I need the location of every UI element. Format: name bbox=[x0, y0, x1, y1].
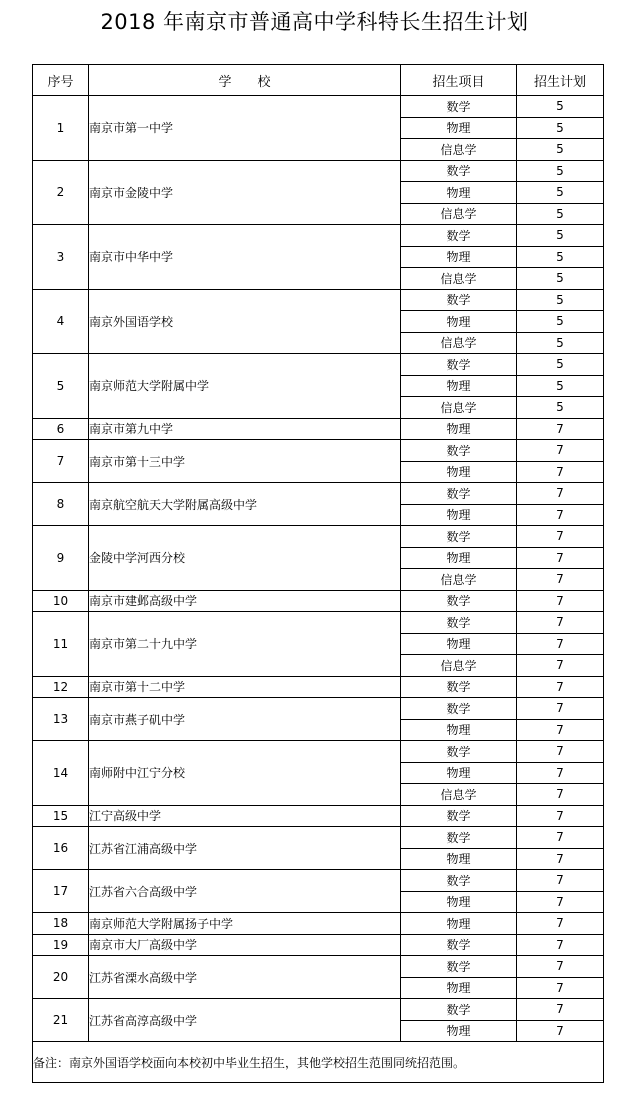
school-name-cell: 江宁高级中学 bbox=[89, 805, 401, 827]
table-row bbox=[33, 870, 604, 892]
seq-cell: 14 bbox=[33, 741, 89, 806]
subject-cell: 物理 bbox=[401, 977, 517, 999]
seq-cell: 10 bbox=[33, 590, 89, 612]
subject-cell: 物理 bbox=[401, 461, 517, 483]
header-plan: 招生计划 bbox=[517, 65, 604, 96]
table-row bbox=[33, 741, 604, 763]
enrollment-table bbox=[32, 64, 604, 1083]
subject-cell: 物理 bbox=[401, 719, 517, 741]
school-name-cell: 南京师范大学附属中学 bbox=[89, 354, 401, 419]
seq-cell: 13 bbox=[33, 698, 89, 741]
plan-count-cell: 5 bbox=[517, 117, 604, 139]
subject-cell: 物理 bbox=[401, 504, 517, 526]
plan-count-cell: 7 bbox=[517, 698, 604, 720]
table-row bbox=[33, 934, 604, 956]
subject-cell: 物理 bbox=[401, 418, 517, 440]
subject-cell: 物理 bbox=[401, 182, 517, 204]
table-row bbox=[33, 999, 604, 1021]
plan-count-cell: 7 bbox=[517, 891, 604, 913]
table-row bbox=[33, 289, 604, 311]
school-name-cell: 南京市第二十九中学 bbox=[89, 612, 401, 677]
seq-cell: 5 bbox=[33, 354, 89, 419]
subject-cell: 信息学 bbox=[401, 268, 517, 290]
subject-cell: 数学 bbox=[401, 934, 517, 956]
plan-count-cell: 5 bbox=[517, 375, 604, 397]
seq-cell: 12 bbox=[33, 676, 89, 698]
subject-cell: 数学 bbox=[401, 612, 517, 634]
subject-cell: 物理 bbox=[401, 913, 517, 935]
plan-count-cell: 7 bbox=[517, 870, 604, 892]
subject-cell: 数学 bbox=[401, 354, 517, 376]
plan-count-cell: 7 bbox=[517, 569, 604, 591]
table-row bbox=[33, 805, 604, 827]
seq-cell: 9 bbox=[33, 526, 89, 591]
subject-cell: 数学 bbox=[401, 999, 517, 1021]
plan-count-cell: 7 bbox=[517, 633, 604, 655]
plan-count-cell: 7 bbox=[517, 827, 604, 849]
subject-cell: 数学 bbox=[401, 805, 517, 827]
subject-cell: 物理 bbox=[401, 311, 517, 333]
seq-cell: 19 bbox=[33, 934, 89, 956]
seq-cell: 20 bbox=[33, 956, 89, 999]
subject-cell: 物理 bbox=[401, 117, 517, 139]
subject-cell: 数学 bbox=[401, 590, 517, 612]
plan-count-cell: 7 bbox=[517, 784, 604, 806]
subject-cell: 物理 bbox=[401, 762, 517, 784]
plan-count-cell: 5 bbox=[517, 182, 604, 204]
table-row bbox=[33, 418, 604, 440]
subject-cell: 物理 bbox=[401, 375, 517, 397]
subject-cell: 数学 bbox=[401, 698, 517, 720]
subject-cell: 物理 bbox=[401, 547, 517, 569]
school-name-cell: 江苏省溧水高级中学 bbox=[89, 956, 401, 999]
table-body bbox=[33, 96, 604, 1042]
plan-count-cell: 5 bbox=[517, 225, 604, 247]
school-name-cell: 江苏省江浦高级中学 bbox=[89, 827, 401, 870]
table-row bbox=[33, 676, 604, 698]
plan-count-cell: 7 bbox=[517, 504, 604, 526]
plan-count-cell: 5 bbox=[517, 311, 604, 333]
table-row bbox=[33, 956, 604, 978]
subject-cell: 数学 bbox=[401, 741, 517, 763]
subject-cell: 数学 bbox=[401, 676, 517, 698]
plan-count-cell: 7 bbox=[517, 977, 604, 999]
plan-count-cell: 7 bbox=[517, 762, 604, 784]
seq-cell: 2 bbox=[33, 160, 89, 225]
seq-cell: 18 bbox=[33, 913, 89, 935]
school-name-cell: 江苏省高淳高级中学 bbox=[89, 999, 401, 1042]
plan-count-cell: 7 bbox=[517, 805, 604, 827]
school-name-cell: 南师附中江宁分校 bbox=[89, 741, 401, 806]
subject-cell: 物理 bbox=[401, 848, 517, 870]
plan-count-cell: 7 bbox=[517, 741, 604, 763]
seq-cell: 4 bbox=[33, 289, 89, 354]
plan-count-cell: 7 bbox=[517, 934, 604, 956]
plan-count-cell: 7 bbox=[517, 1020, 604, 1042]
table-row bbox=[33, 612, 604, 634]
school-name-cell: 南京航空航天大学附属高级中学 bbox=[89, 483, 401, 526]
subject-cell: 数学 bbox=[401, 225, 517, 247]
subject-cell: 数学 bbox=[401, 870, 517, 892]
seq-cell: 6 bbox=[33, 418, 89, 440]
plan-count-cell: 7 bbox=[517, 999, 604, 1021]
seq-cell: 1 bbox=[33, 96, 89, 161]
seq-cell: 8 bbox=[33, 483, 89, 526]
subject-cell: 数学 bbox=[401, 483, 517, 505]
plan-count-cell: 5 bbox=[517, 160, 604, 182]
seq-cell: 15 bbox=[33, 805, 89, 827]
seq-cell: 7 bbox=[33, 440, 89, 483]
plan-count-cell: 5 bbox=[517, 96, 604, 118]
table-row bbox=[33, 354, 604, 376]
table-header-row bbox=[33, 65, 604, 96]
table-row bbox=[33, 590, 604, 612]
subject-cell: 数学 bbox=[401, 440, 517, 462]
table-row bbox=[33, 827, 604, 849]
plan-count-cell: 5 bbox=[517, 268, 604, 290]
table-row bbox=[33, 96, 604, 118]
subject-cell: 数学 bbox=[401, 289, 517, 311]
table-row bbox=[33, 526, 604, 548]
subject-cell: 物理 bbox=[401, 891, 517, 913]
plan-count-cell: 7 bbox=[517, 676, 604, 698]
subject-cell: 信息学 bbox=[401, 203, 517, 225]
plan-count-cell: 7 bbox=[517, 440, 604, 462]
plan-count-cell: 5 bbox=[517, 246, 604, 268]
school-name-cell: 江苏省六合高级中学 bbox=[89, 870, 401, 913]
plan-count-cell: 7 bbox=[517, 418, 604, 440]
table-row bbox=[33, 483, 604, 505]
school-name-cell: 南京市第一中学 bbox=[89, 96, 401, 161]
plan-count-cell: 7 bbox=[517, 526, 604, 548]
plan-count-cell: 7 bbox=[517, 719, 604, 741]
subject-cell: 信息学 bbox=[401, 397, 517, 419]
table-row bbox=[33, 698, 604, 720]
subject-cell: 物理 bbox=[401, 633, 517, 655]
subject-cell: 信息学 bbox=[401, 139, 517, 161]
note-row bbox=[33, 1042, 604, 1083]
plan-count-cell: 7 bbox=[517, 483, 604, 505]
school-name-cell: 南京师范大学附属扬子中学 bbox=[89, 913, 401, 935]
plan-count-cell: 5 bbox=[517, 203, 604, 225]
school-name-cell: 南京市第十二中学 bbox=[89, 676, 401, 698]
table-row bbox=[33, 160, 604, 182]
subject-cell: 信息学 bbox=[401, 569, 517, 591]
subject-cell: 信息学 bbox=[401, 332, 517, 354]
seq-cell: 16 bbox=[33, 827, 89, 870]
plan-count-cell: 7 bbox=[517, 547, 604, 569]
page-title: 2018 年南京市普通高中学科特长生招生计划 bbox=[100, 10, 529, 34]
seq-cell: 3 bbox=[33, 225, 89, 290]
seq-cell: 11 bbox=[33, 612, 89, 677]
subject-cell: 数学 bbox=[401, 96, 517, 118]
subject-cell: 信息学 bbox=[401, 655, 517, 677]
table-row bbox=[33, 440, 604, 462]
school-name-cell: 南京市金陵中学 bbox=[89, 160, 401, 225]
plan-count-cell: 5 bbox=[517, 354, 604, 376]
plan-count-cell: 5 bbox=[517, 139, 604, 161]
school-name-cell: 南京市第十三中学 bbox=[89, 440, 401, 483]
school-name-cell: 南京市燕子矶中学 bbox=[89, 698, 401, 741]
table-row bbox=[33, 225, 604, 247]
subject-cell: 物理 bbox=[401, 1020, 517, 1042]
header-seq: 序号 bbox=[33, 65, 89, 96]
seq-cell: 17 bbox=[33, 870, 89, 913]
subject-cell: 数学 bbox=[401, 956, 517, 978]
subject-cell: 数学 bbox=[401, 160, 517, 182]
subject-cell: 物理 bbox=[401, 246, 517, 268]
table-row bbox=[33, 913, 604, 935]
school-name-cell: 南京市建邺高级中学 bbox=[89, 590, 401, 612]
plan-count-cell: 7 bbox=[517, 913, 604, 935]
subject-cell: 数学 bbox=[401, 526, 517, 548]
subject-cell: 数学 bbox=[401, 827, 517, 849]
plan-count-cell: 5 bbox=[517, 289, 604, 311]
school-name-cell: 南京外国语学校 bbox=[89, 289, 401, 354]
subject-cell: 信息学 bbox=[401, 784, 517, 806]
plan-count-cell: 7 bbox=[517, 655, 604, 677]
plan-count-cell: 7 bbox=[517, 956, 604, 978]
seq-cell: 21 bbox=[33, 999, 89, 1042]
school-name-cell: 南京市中华中学 bbox=[89, 225, 401, 290]
plan-count-cell: 5 bbox=[517, 397, 604, 419]
note-text: 备注：南京外国语学校面向本校初中毕业生招生，其他学校招生范围同统招范围。 bbox=[33, 1042, 604, 1083]
school-name-cell: 南京市大厂高级中学 bbox=[89, 934, 401, 956]
header-school: 学 校 bbox=[89, 65, 401, 96]
plan-count-cell: 7 bbox=[517, 612, 604, 634]
header-subject: 招生项目 bbox=[401, 65, 517, 96]
school-name-cell: 金陵中学河西分校 bbox=[89, 526, 401, 591]
plan-count-cell: 5 bbox=[517, 332, 604, 354]
plan-count-cell: 7 bbox=[517, 461, 604, 483]
school-name-cell: 南京市第九中学 bbox=[89, 418, 401, 440]
plan-count-cell: 7 bbox=[517, 848, 604, 870]
plan-count-cell: 7 bbox=[517, 590, 604, 612]
